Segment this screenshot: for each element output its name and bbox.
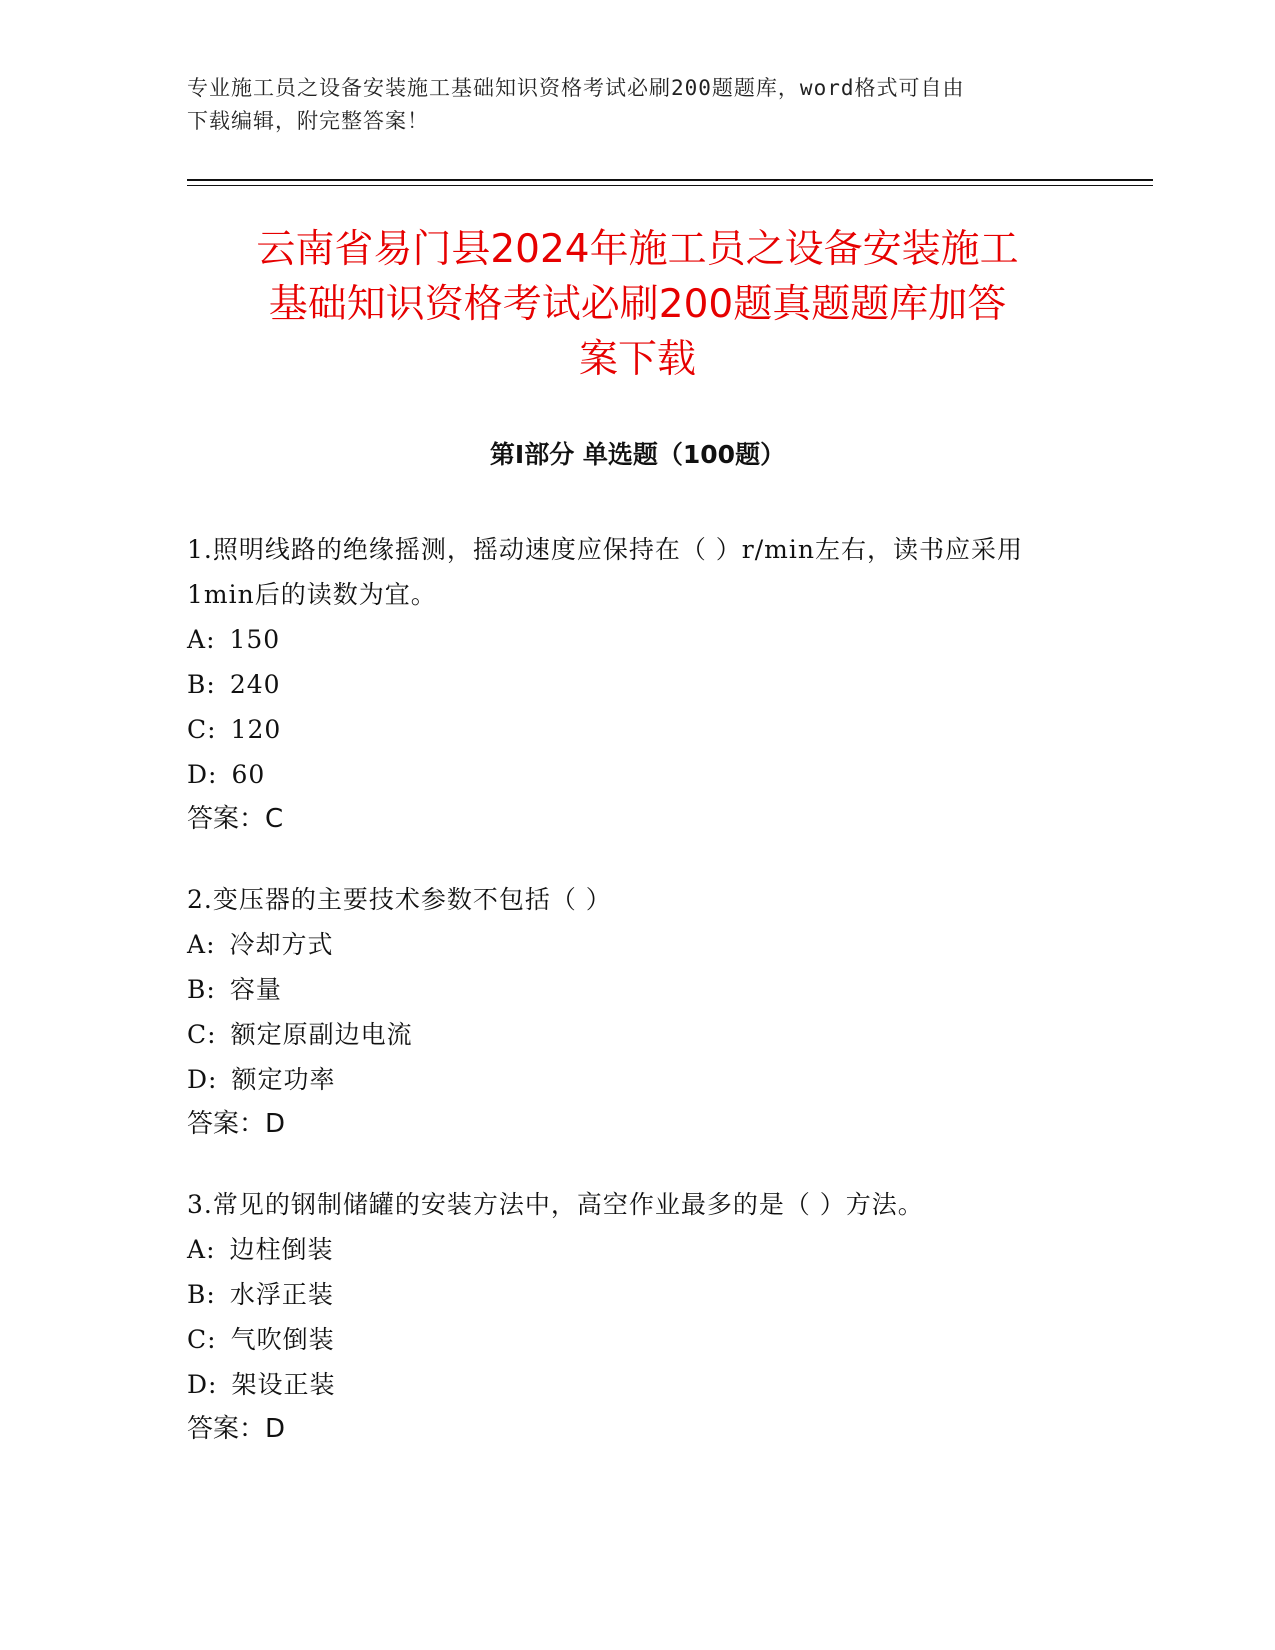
document-title-line: 案下载 [578,337,696,382]
option-key: B [187,670,207,699]
document-title-line: 基础知识资格考试必刷200题真题题库加答 [268,282,1007,327]
option-key: A [187,1235,207,1264]
option-separator: : [208,1065,218,1094]
question-item [187,527,1067,842]
option-key: D [187,1370,209,1399]
section-heading: 第Ⅰ部分 单选题（100题） [489,440,786,469]
option-text: 边柱倒装 [229,1235,334,1264]
option-text: 150 [229,625,281,654]
option-text: 额定原副边电流 [230,1020,413,1049]
question-option [187,1227,1067,1272]
option-separator: : [207,1325,217,1354]
question-list [187,527,1067,1487]
document-title [150,222,1125,387]
question-option [187,1317,1067,1362]
question-option [187,707,1067,752]
option-separator: : [206,625,216,654]
option-text: 额定功率 [231,1065,336,1094]
question-answer: 答案：D [187,1414,286,1444]
option-separator: : [208,1370,218,1399]
document-title-line: 云南省易门县2024年施工员之设备安装施工 [256,227,1019,272]
option-key: C [187,715,208,744]
option-separator: : [206,930,216,959]
question-answer: 答案：D [187,1109,286,1139]
option-key: D [187,760,209,789]
question-option [187,1362,1067,1407]
option-separator: : [207,715,217,744]
header-note-line: 下载编辑，附完整答案！ [187,109,429,133]
header-divider-thick [187,179,1153,181]
option-separator: : [206,1280,216,1309]
option-text: 120 [230,715,282,744]
option-text: 240 [229,670,281,699]
option-separator: : [206,975,216,1004]
option-text: 水浮正装 [229,1280,334,1309]
option-key: C [187,1325,208,1354]
option-key: D [187,1065,209,1094]
question-option [187,1272,1067,1317]
option-separator: : [207,1020,217,1049]
option-separator: : [208,760,218,789]
option-key: A [187,930,207,959]
option-text: 60 [231,760,266,789]
question-stem: 3.常见的钢制储罐的安装方法中，高空作业最多的是（ ）方法。 [187,1190,924,1219]
option-text: 气吹倒装 [230,1325,335,1354]
question-option [187,752,1067,797]
header-note-line: 专业施工员之设备安装施工基础知识资格考试必刷200题题库，word格式可自由 [187,76,965,100]
question-answer: 答案：C [187,804,284,834]
question-option [187,1012,1067,1057]
option-key: B [187,1280,207,1309]
question-option [187,922,1067,967]
question-option [187,617,1067,662]
question-option [187,967,1067,1012]
option-separator: : [206,670,216,699]
header-note [187,72,1087,138]
question-option [187,662,1067,707]
question-option [187,1057,1067,1102]
option-text: 冷却方式 [229,930,334,959]
option-key: B [187,975,207,1004]
question-item [187,877,1067,1147]
option-text: 容量 [229,975,282,1004]
option-text: 架设正装 [231,1370,336,1399]
header-divider-thin [187,185,1153,186]
question-item [187,1182,1067,1452]
option-key: A [187,625,207,654]
question-stem: 2.变压器的主要技术参数不包括（ ） [187,885,612,914]
question-stem: 1.照明线路的绝缘摇测，摇动速度应保持在（ ）r/min左右，读书应采用1min后的读数为宜。 [187,535,1023,609]
option-key: C [187,1020,208,1049]
option-separator: : [206,1235,216,1264]
